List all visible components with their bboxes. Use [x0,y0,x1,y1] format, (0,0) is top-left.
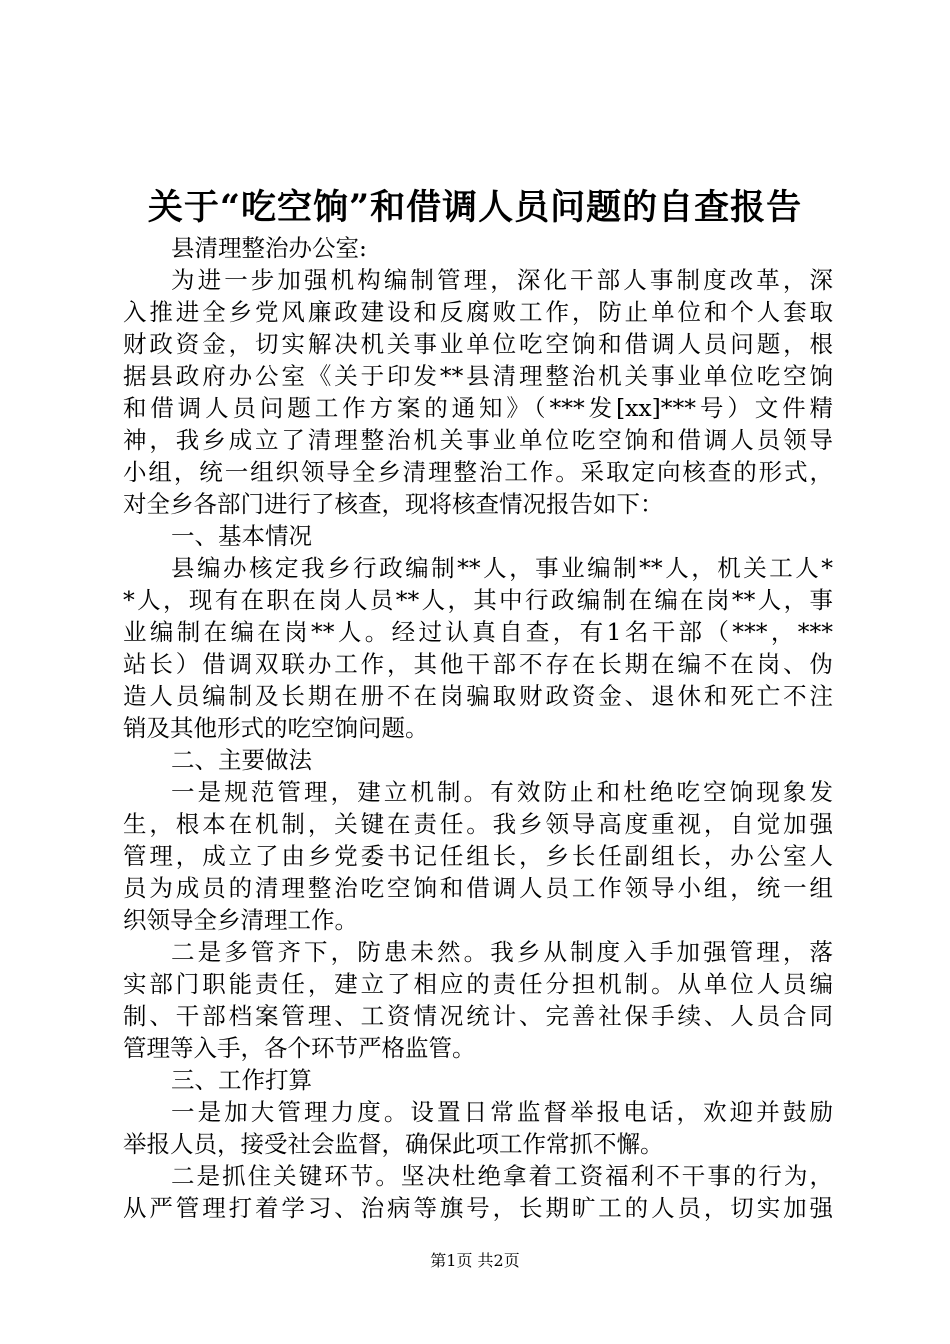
text-line: 一是规范管理，建立机制。有效防止和杜绝吃空饷现象发 [171,778,833,806]
text-line: 举报人员，接受社会监督，确保此项工作常抓不懈。 [123,1130,664,1158]
text-line: 和借调人员问题工作方案的通知》（***发[xx]***号）文件精 [123,394,833,422]
text-line: 制、干部档案管理、工资情况统计、完善社保手续、人员合同 [123,1002,833,1030]
document-title: 关于“吃空饷”和借调人员问题的自查报告 [147,187,803,228]
text-line: 一是加大管理力度。设置日常监督举报电话，欢迎并鼓励 [171,1098,833,1126]
text-line: 入推进全乡党风廉政建设和反腐败工作，防止单位和个人套取 [123,298,833,326]
text-line: 据县政府办公室《关于印发**县清理整治机关事业单位吃空饷 [123,362,833,390]
text-line: 小组，统一组织领导全乡清理整治工作。采取定向核查的形式， [123,458,833,486]
text-line: 三、工作打算 [171,1066,312,1094]
text-line: *人，现有在职在岗人员**人，其中行政编制在编在岗**人，事 [123,586,833,614]
text-line: 织领导全乡清理工作。 [123,906,358,934]
text-line: 管理，成立了由乡党委书记任组长，乡长任副组长，办公室人 [123,842,833,870]
text-line: 二、主要做法 [171,746,312,774]
text-line: 员为成员的清理整治吃空饷和借调人员工作领导小组，统一组 [123,874,833,902]
text-line: 县编办核定我乡行政编制**人，事业编制**人，机关工人* [171,554,833,582]
text-line: 从严管理打着学习、治病等旗号，长期旷工的人员，切实加强 [123,1194,833,1222]
page-footer: 第1页 共2页 [430,1251,520,1270]
text-line: 生，根本在机制，关键在责任。我乡领导高度重视，自觉加强 [123,810,833,838]
text-line: 管理等入手，各个环节严格监管。 [123,1034,476,1062]
text-line: 实部门职能责任，建立了相应的责任分担机制。从单位人员编 [123,970,833,998]
text-line: 销及其他形式的吃空饷问题。 [123,714,429,742]
text-line: 二是多管齐下，防患未然。我乡从制度入手加强管理，落 [171,938,833,966]
text-line: 二是抓住关键环节。坚决杜绝拿着工资福利不干事的行为， [171,1162,833,1190]
text-line: 一、基本情况 [171,522,312,550]
text-line: 为进一步加强机构编制管理，深化干部人事制度改革，深 [171,266,833,294]
text-line: 财政资金，切实解决机关事业单位吃空饷和借调人员问题，根 [123,330,833,358]
text-line: 神，我乡成立了清理整治机关事业单位吃空饷和借调人员领导 [123,426,833,454]
text-line: 站长）借调双联办工作，其他干部不存在长期在编不在岗、伪 [123,650,833,678]
text-line: 县清理整治办公室: [171,234,367,262]
document-body [123,232,833,1224]
text-line: 业编制在编在岗**人。经过认真自查，有1名干部（***，*** [123,618,833,646]
text-line: 对全乡各部门进行了核查，现将核查情况报告如下： [123,490,664,518]
text-line: 造人员编制及长期在册不在岗骗取财政资金、退休和死亡不注 [123,682,833,710]
